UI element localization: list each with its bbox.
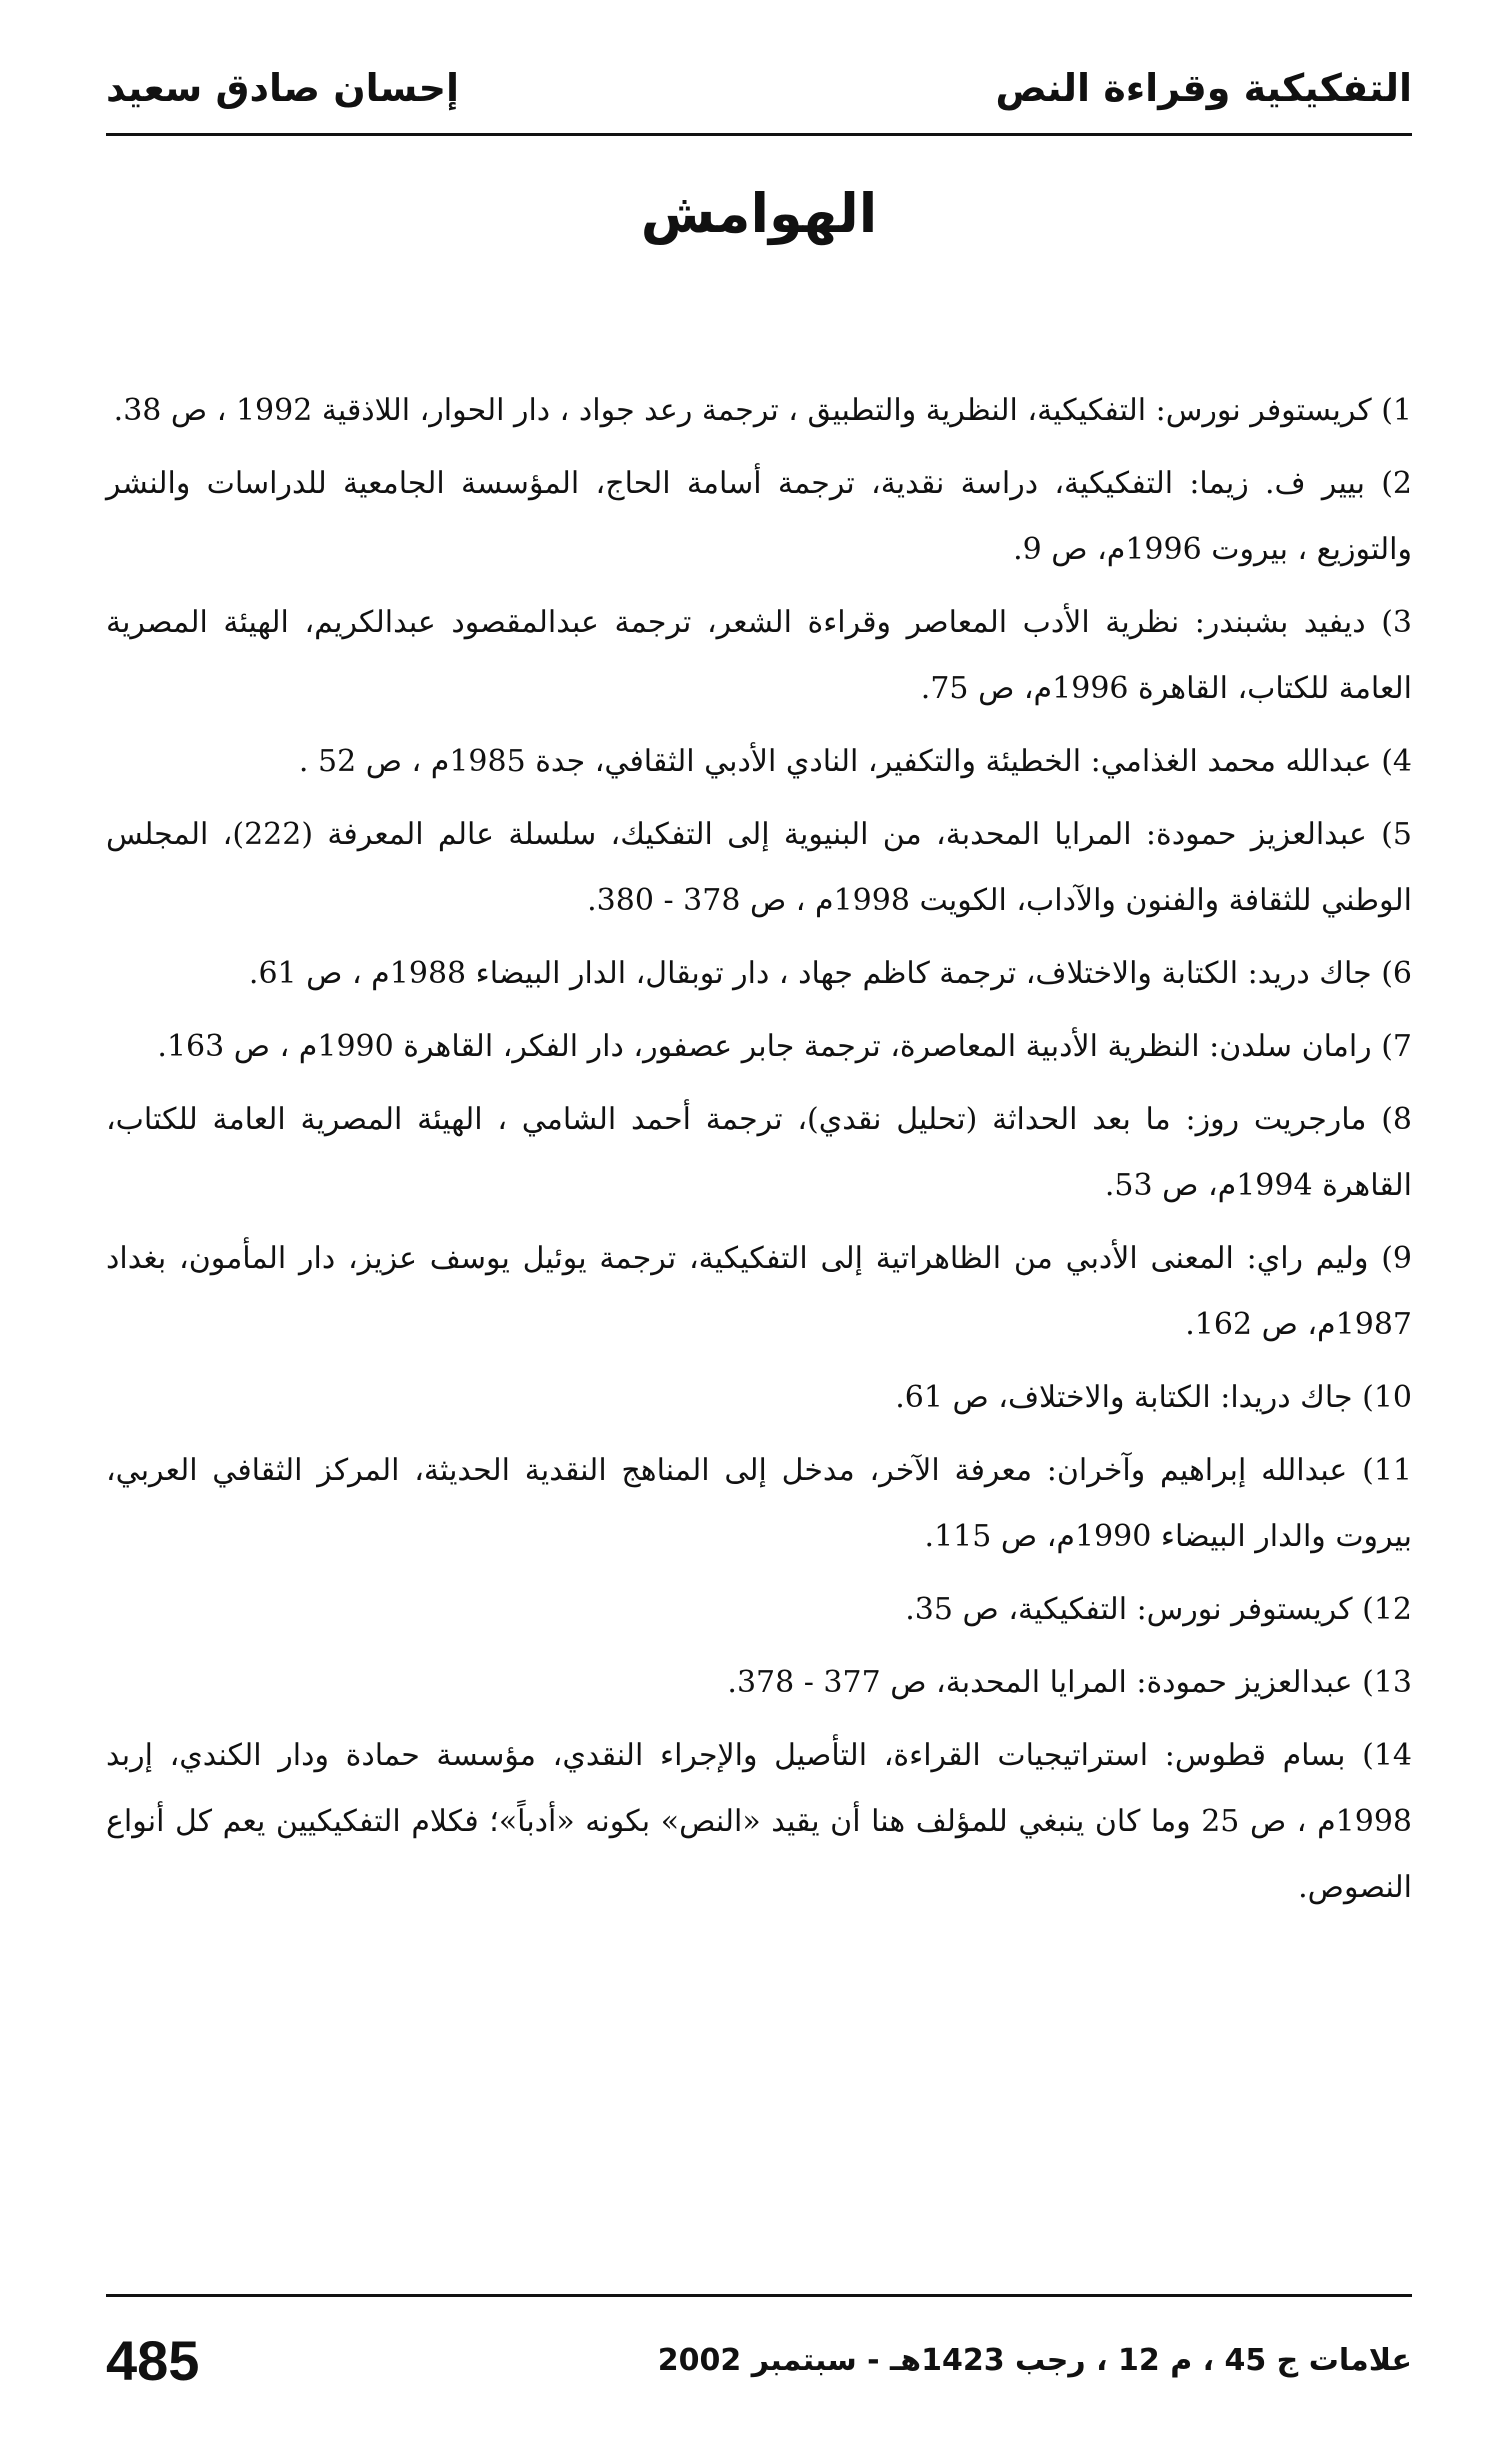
footnote-7: 7) رامان سلدن: النظرية الأدبية المعاصرة، ترجمة جابر عصفور، دار الفكر، القاهرة 1990م ، ص 163.	[157, 1029, 1412, 1064]
footnote-3: 3) ديفيد بشبندر: نظرية الأدب المعاصر وقراءة الشعر، ترجمة عبدالمقصود عبدالكريم، الهيئة المصرية العامة للكتاب، القاهرة 1996م، ص 75.	[106, 605, 1412, 706]
footnote-2: 2) بيير ف. زيما: التفكيكية، دراسة نقدية، ترجمة أسامة الحاج، المؤسسة الجامعية للدراسات والنشر والتوزيع ، بيروت 1996م، ص 9.	[106, 466, 1412, 567]
footnote-8: 8) مارجريت روز: ما بعد الحداثة (تحليل نقدي)، ترجمة أحمد الشامي ، الهيئة المصرية العامة للكتاب، القاهرة 1994م، ص 53.	[106, 1102, 1412, 1203]
footnote-6: 6) جاك دريد: الكتابة والاختلاف، ترجمة كاظم جهاد ، دار توبقال، الدار البيضاء 1988م ، ص 61.	[248, 956, 1412, 991]
footnote-11: 11) عبدالله إبراهيم وآخران: معرفة الآخر، مدخل إلى المناهج النقدية الحديثة، المركز الثقافي العربي، بيروت والدار البيضاء 1990م، ص 115.	[106, 1453, 1412, 1554]
author-name: إحسان صادق سعيد	[106, 66, 459, 110]
footnote-14: 14) بسام قطوس: استراتيجيات القراءة، التأصيل والإجراء النقدي، مؤسسة حمادة ودار الكندي، إربد 1998م ، ص 25 وما كان ينبغي للمؤلف هنا أن يقيد «النص» بكونه «أدباً»؛ فكلام التفكيكيين يعم كل أنواع النصوص.	[106, 1738, 1412, 1905]
running-footer	[106, 2320, 1412, 2400]
page-number: 485	[106, 2328, 200, 2392]
footnote-10: 10) جاك دريدا: الكتابة والاختلاف، ص 61.	[895, 1380, 1412, 1415]
footnotes-list	[106, 378, 1412, 1928]
footnote-13: 13) عبدالعزيز حمودة: المرايا المحدبة، ص 377 - 378.	[727, 1665, 1412, 1700]
book-title: التفكيكية وقراءة النص	[995, 66, 1412, 110]
footnote-4: 4) عبدالله محمد الغذامي: الخطيئة والتكفير، النادي الأدبي الثقافي، جدة 1985م ، ص 52 .	[298, 744, 1412, 779]
journal-citation: علامات ج 45 ، م 12 ، رجب 1423هـ - سبتمبر 2002	[657, 2342, 1412, 2378]
footnote-5: 5) عبدالعزيز حمودة: المرايا المحدبة، من البنيوية إلى التفكيك، سلسلة عالم المعرفة (222)، المجلس الوطني للثقافة والفنون والآداب، الكويت 1998م ، ص 378 - 380.	[106, 817, 1412, 918]
running-header	[106, 58, 1412, 118]
section-title: الهوامش	[640, 182, 878, 245]
page	[106, 0, 1412, 2464]
header-divider	[106, 133, 1412, 136]
footer-divider	[106, 2294, 1412, 2297]
footnote-12: 12) كريستوفر نورس: التفكيكية، ص 35.	[905, 1592, 1412, 1627]
footnote-9: 9) وليم راي: المعنى الأدبي من الظاهراتية إلى التفكيكية، ترجمة يوئيل يوسف عزيز، دار المأمون، بغداد 1987م، ص 162.	[106, 1241, 1412, 1342]
footnote-1: 1) كريستوفر نورس: التفكيكية، النظرية والتطبيق ، ترجمة رعد جواد ، دار الحوار، اللاذقية 1992 ، ص 38.	[113, 393, 1412, 428]
